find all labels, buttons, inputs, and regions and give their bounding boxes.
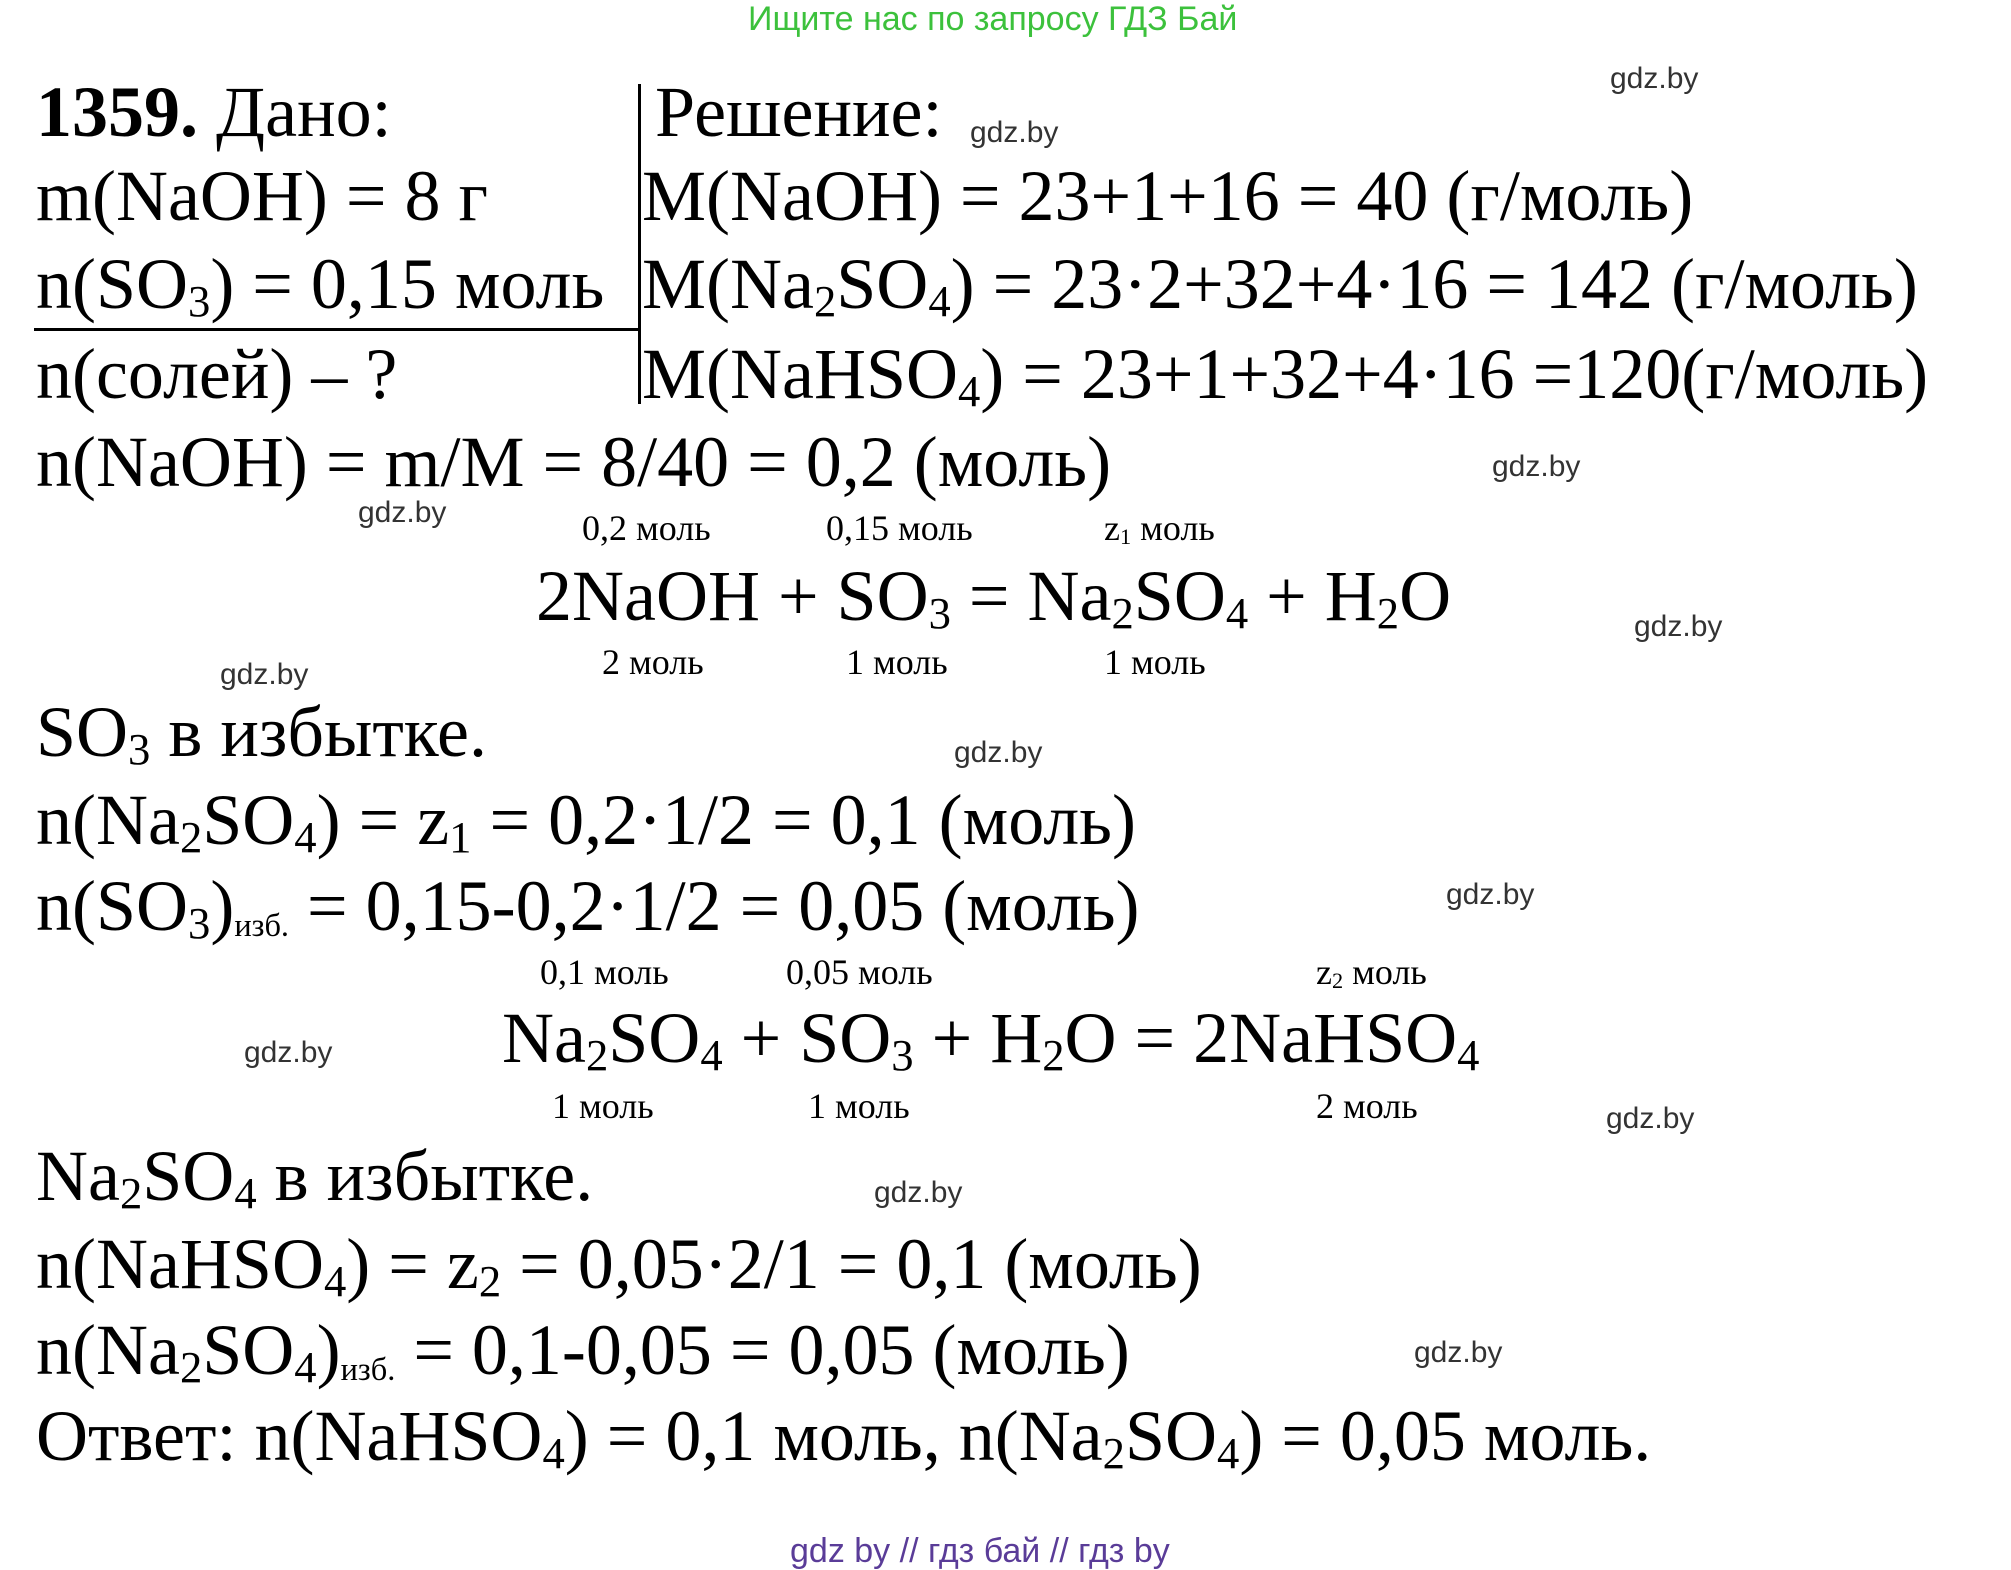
molar-naoh: M(NaOH) = 23+1+16 = 40 (г/моль) [642, 156, 1694, 236]
find-line: n(солей) – ? [36, 334, 398, 414]
watermark: gdz.by [954, 736, 1043, 769]
watermark: gdz.by [358, 496, 447, 529]
watermark: gdz.by [1606, 1102, 1695, 1135]
calc-na2so4: $n(Na_2SO_4) = z_1 = 0,2\cdot 1/2 = 0,1$ (моль) [36, 780, 1136, 863]
r2-below-na2so4: 1 моль [552, 1086, 654, 1126]
solution-label: Решение: [655, 72, 943, 152]
answer-line: Ответ: n(NaHSO$_4$) = 0,1 моль, $n(Na_2SO_4) = 0,05$ моль. [36, 1396, 1652, 1479]
given-divider [638, 84, 641, 404]
watermark: gdz.by [244, 1036, 333, 1069]
n-naoh: n(NaOH) = m/M = 8/40 = 0,2 (моль) [36, 422, 1112, 502]
r1-below-so3: 1 моль [846, 642, 948, 682]
calc-na2so4-excess: $n(Na_2SO_4)_{изб.} = 0,1-0,05 = 0,05$ (моль) [36, 1310, 1130, 1393]
given-label: Дано: [216, 72, 392, 152]
molar-nahso4: M(NaHSO$_4$) = 23+1+32+4·16 =120(г/моль) [642, 334, 1929, 417]
r1-below-naoh: 2 моль [602, 642, 704, 682]
r1-above-naoh: 0,2 моль [582, 508, 711, 548]
r1-below-na2so4: 1 моль [1104, 642, 1206, 682]
footer-text: gdz by // гдз бай // гдз by [790, 1532, 1170, 1570]
given-so3: $n(SO_3) = 0,15$ моль [36, 244, 605, 327]
r2-above-so3: 0,05 моль [786, 952, 933, 992]
excess-so3: $SO_3$ в избытке. [36, 692, 487, 775]
calc-so3-excess: $n(SO_3)_{изб.} = 0,15-0,2\cdot 1/2 = 0,05$ (моль) [36, 866, 1140, 949]
watermark: gdz.by [1446, 878, 1535, 911]
watermark: gdz.by [1610, 62, 1699, 95]
watermark: gdz.by [1492, 450, 1581, 483]
reaction2-equation: $Na_2SO_4 + SO_3 + H_2O$ = 2NaHSO$_4$ [502, 998, 1480, 1081]
watermark: gdz.by [1634, 610, 1723, 643]
r1-above-z1: $z_1$ моль [1104, 508, 1215, 550]
watermark: gdz.by [970, 116, 1059, 149]
watermark: gdz.by [220, 658, 309, 691]
molar-na2so4: $M(Na_2SO_4) = 23\cdot 2+32+4\cdot 16 = 142$ (г/моль) [642, 244, 1918, 327]
problem-number: 1359. [36, 72, 198, 152]
reaction1-equation: 2NaOH + $SO_3 = Na_2SO_4 + H_2O$ [536, 556, 1452, 639]
banner-text: Ищите нас по запросу ГДЗ Бай [748, 0, 1238, 38]
watermark: gdz.by [1414, 1336, 1503, 1369]
r1-above-so3: 0,15 моль [826, 508, 973, 548]
excess-na2so4: $Na_2SO_4$ в избытке. [36, 1136, 594, 1219]
r2-above-na2so4: 0,1 моль [540, 952, 669, 992]
calc-nahso4: n(NaHSO$_4$) = $z_2 = 0,05\cdot 2/1 = 0,1$ (моль) [36, 1224, 1202, 1307]
r2-below-so3: 1 моль [808, 1086, 910, 1126]
given-mass: m(NaOH) = 8 г [36, 156, 489, 236]
r2-below-nahso4: 2 моль [1316, 1086, 1418, 1126]
given-underline [34, 328, 640, 331]
watermark: gdz.by [874, 1176, 963, 1209]
problem-header [36, 72, 392, 152]
r2-above-z2: $z_2$ моль [1316, 952, 1427, 994]
